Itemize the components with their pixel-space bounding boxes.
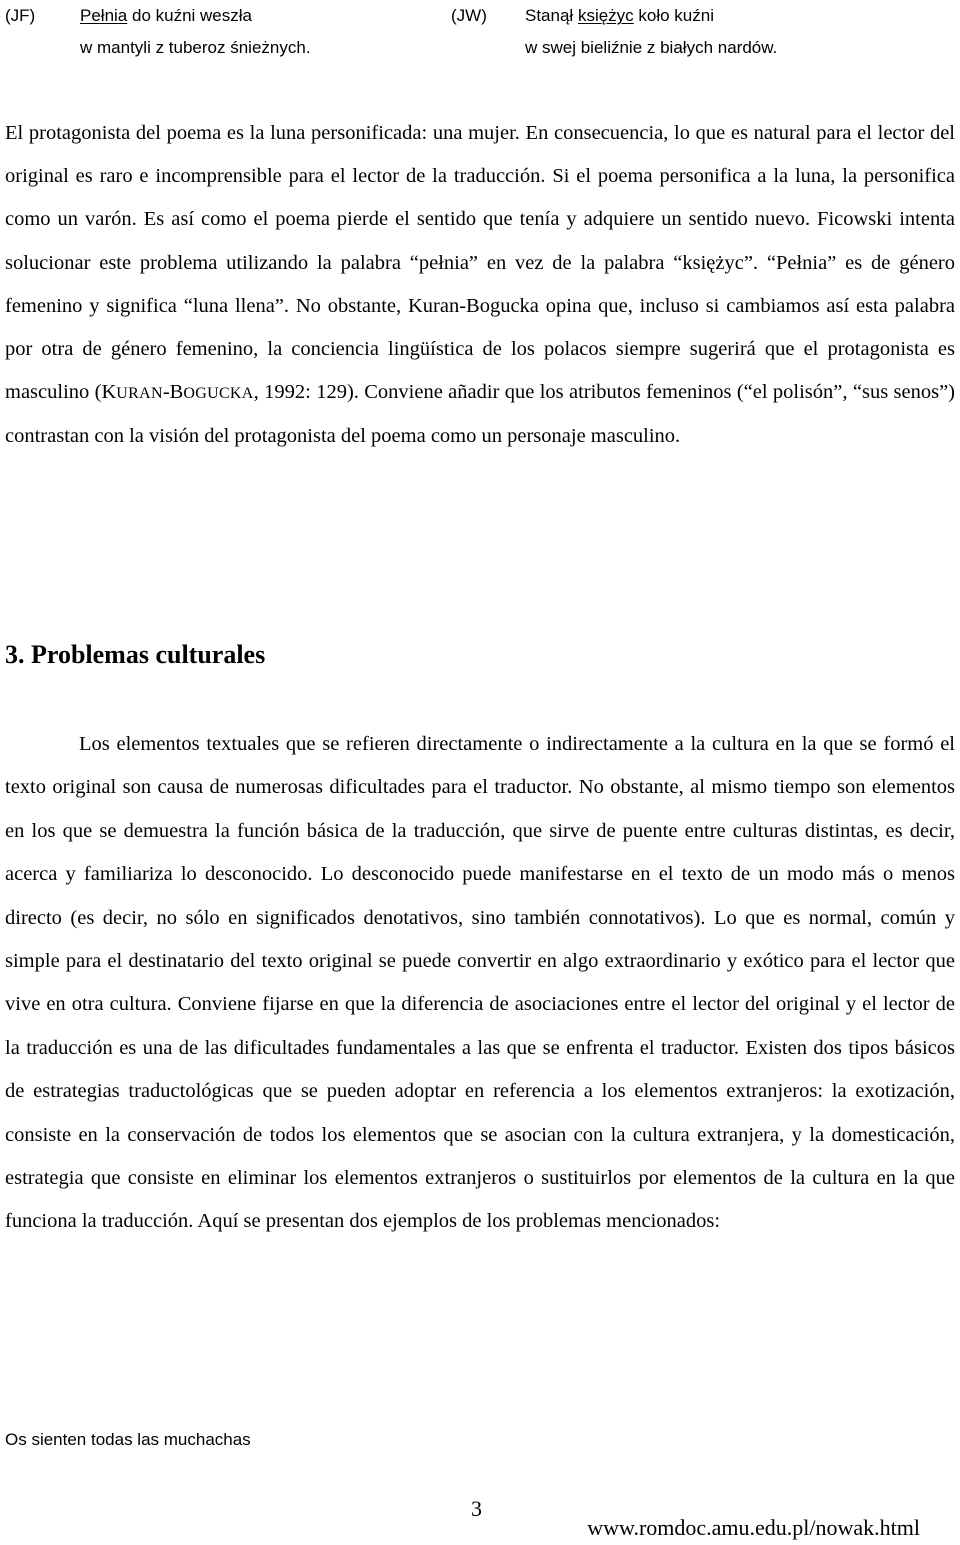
poem-left-line-2: w mantyli z tuberoz śnieżnych. <box>80 38 311 57</box>
source-url: www.romdoc.amu.edu.pl/nowak.html <box>587 1515 920 1540</box>
poem-right-underlined-word: księżyc <box>577 6 634 25</box>
citation-smallcaps-ogucka: OGUCKA <box>183 385 254 403</box>
citation-smallcaps-uran: URAN <box>116 385 163 403</box>
section-heading: 3. Problemas culturales <box>5 640 266 669</box>
poem-right-tag: (JW) <box>451 6 487 25</box>
paragraph-cultural-problems: Los elementos textuales que se refieren directamente o indirectamente a la cultura en la que se formó el texto original son causa de numerosas dificultades para el traductor. No obstante, al mismo tiempo son elementos en los que se demuestra la función básica de la traducción, que sirve de puente entre culturas distintas, es decir, acerca y familiariza lo desconocido. Lo desconocido puede manifestarse en el texto de un modo más o menos directo (es decir, no sólo en significados denotativos, sino también connotativos). Lo que es normal, común y simple para el destinatario del texto original se puede convertir en algo extraordinario y exótico para el lector que vive en otra cultura. Conviene fijarse en que la diferencia de asociaciones entre el lector del original y el lector de la traducción es una de las dificultades fundamentales a las que se enfrenta el traductor. Existen dos tipos básicos de estrategias traductológicas que se pueden adoptar en referencia a los elementos extranjeros: la exotización, consiste en la conservación de todos los elementos que se asocian con la cultura extranjera, y la domesticación, estrategia que consiste en eliminar los elementos extranjeros o sustituirlos por elementos de la cultura en la que funciona la traducción. Aquí se presentan dos ejemplos de los problemas mencionados: <box>5 733 955 1233</box>
citation-author <box>101 381 253 403</box>
paragraph-analysis-part-b: , 1992: 129). Conviene añadir que los atributos femeninos (“el polisón”, “sus senos”) contrastan con la visión del protagonista del poema como un personaje masculino. <box>5 381 956 448</box>
citation-dash: - <box>162 381 170 404</box>
paragraph-analysis-part-a: El protagonista del poema es la luna personificada: una mujer. En consecuencia, lo que es natural para el lector del original es raro e incomprensible para el lector de la traducción. Si el poema personifica a la luna, la personifica como un varón. Es así como el poema pierde el sentido que tenía y adquiere un sentido nuevo. Ficowski intenta solucionar este problema utilizando la palabra “pełnia” en vez de la palabra “księżyc”. “Pełnia” es de género femenino y significa “luna llena”. No obstante, Kuran-Bogucka opina que, incluso si cambiamos así esta palabra por otra de género femenino, la conciencia lingüística de los polacos siempre sugerirá que el protagonista es masculino ( <box>5 122 955 404</box>
poem-left-lines <box>80 0 311 64</box>
poem-right-line-1-post: koło kuźni <box>633 6 714 25</box>
poem-right-lines <box>525 0 777 64</box>
poem-left-line-1 <box>80 0 311 32</box>
poem-right-line-1 <box>525 0 777 32</box>
poem-left-line-1-post: do kuźni weszła <box>127 6 252 25</box>
poem-left-tag: (JF) <box>5 6 36 25</box>
trailing-poem-line: Os sienten todas las muchachas <box>5 1430 251 1449</box>
page-number: 3 <box>471 1496 482 1521</box>
poem-right-line-2: w swej bieliźnie z białych nardów. <box>525 38 778 57</box>
citation-letter-b: B <box>169 381 184 404</box>
citation-letter-k: K <box>101 381 117 404</box>
poem-left-underlined-word: Pełnia <box>80 6 128 25</box>
poem-right-line-1-pre: Stanął <box>525 6 578 25</box>
paragraph-analysis <box>5 112 955 459</box>
